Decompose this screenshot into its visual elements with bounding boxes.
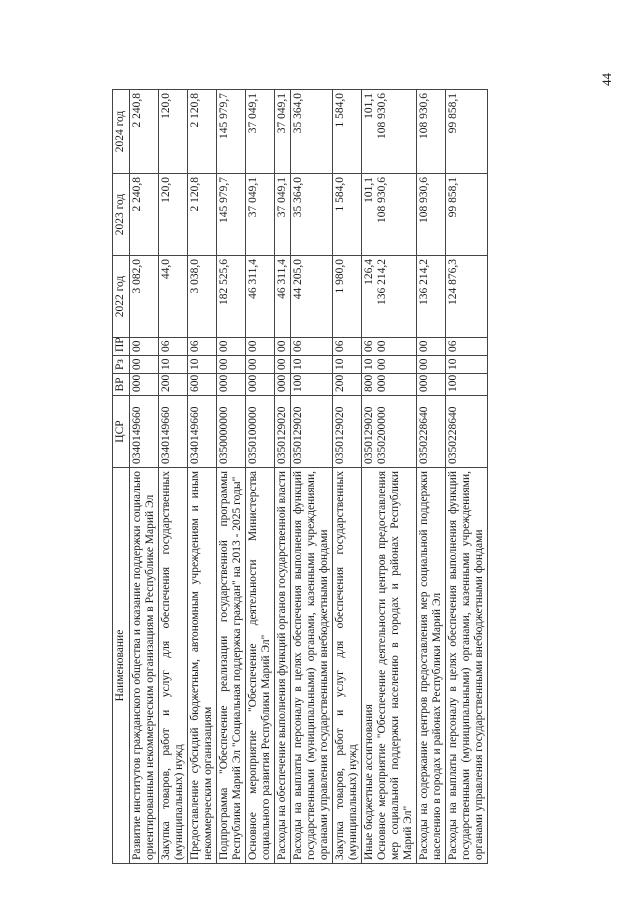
row-pr: 00 — [217, 338, 246, 356]
row-name-pair — [362, 468, 417, 864]
row-rz: 10 — [188, 356, 217, 374]
row-rz: 10 — [333, 356, 362, 374]
header-2024: 2024 год — [113, 90, 130, 174]
row-rz: 10 — [446, 356, 488, 374]
row-2023: 37 049,1 — [246, 174, 275, 256]
row-rz: 10 — [159, 356, 188, 374]
row-pr: 00 — [417, 338, 446, 356]
row-2024-pair — [362, 90, 417, 174]
row-name: Иные бюджетные ассигнования — [363, 704, 375, 860]
row-pr: 06 — [188, 338, 217, 356]
row-csr: 0350129020 — [291, 396, 333, 468]
row-2022: 3 082,0 — [130, 256, 159, 338]
rotated-table-wrapper — [112, 90, 592, 864]
table-header-row — [113, 90, 130, 864]
row-rz-pair — [362, 356, 417, 374]
table-row — [333, 90, 362, 864]
row-vr: 000 — [246, 374, 275, 396]
row-rz: 00 — [130, 356, 159, 374]
row-2024: 35 364,0 — [291, 90, 333, 174]
row-2023: 145 979,7 — [217, 174, 246, 256]
row-2022: 46 311,4 — [275, 256, 291, 338]
row-rz: 00 — [217, 356, 246, 374]
row-2023: 101,1 — [363, 177, 375, 203]
row-csr: 0350228640 — [417, 396, 446, 468]
row-name: Закупка товаров, работ и услуг для обеспечения государственных (муниципальных) нужд — [333, 468, 362, 864]
row-rz: 00 — [417, 356, 446, 374]
row-pr: 06 — [291, 338, 333, 356]
row-2024: 37 049,1 — [275, 90, 291, 174]
row-vr: 600 — [188, 374, 217, 396]
row-csr: 0340149660 — [188, 396, 217, 468]
row-2022: 46 311,4 — [246, 256, 275, 338]
row-pr: 00 — [275, 338, 291, 356]
header-rz: Рз — [113, 356, 130, 374]
table-row — [417, 90, 446, 864]
budget-table — [112, 89, 488, 864]
table-row — [275, 90, 291, 864]
row-name: Расходы на обеспечение выполнения функций органов государственной власти — [275, 468, 291, 864]
row-csr: 0350200000 — [376, 406, 388, 464]
row-csr: 0350000000 — [217, 396, 246, 468]
table-row — [446, 90, 488, 864]
table-row — [159, 90, 188, 864]
row-2024: 145 979,7 — [217, 90, 246, 174]
row-vr: 100 — [291, 374, 333, 396]
row-rz: 10 — [363, 358, 375, 370]
row-csr: 0340149660 — [159, 396, 188, 468]
row-2022: 126,4 — [363, 259, 375, 285]
row-pr: 06 — [446, 338, 488, 356]
row-vr: 200 — [159, 374, 188, 396]
row-2024: 120,0 — [159, 90, 188, 174]
row-name: Расходы на содержание центров предоставления мер социальной поддержки населению в городах и районах Республики Марий Эл — [417, 468, 446, 864]
table-row — [246, 90, 275, 864]
row-2023-pair — [362, 174, 417, 256]
row-2023: 120,0 — [159, 174, 188, 256]
row-csr: 0340149660 — [130, 396, 159, 468]
table-row — [291, 90, 333, 864]
row-2024: 99 858,1 — [446, 90, 488, 174]
row-vr: 000 — [275, 374, 291, 396]
row-csr: 0350228640 — [446, 396, 488, 468]
row-name: Подпрограмма "Обеспечение реализации государственной программы Республики Марий Эл "Социальная поддержка граждан" на 2013 - 2025 годы" — [217, 468, 246, 864]
row-csr: 0350129020 — [333, 396, 362, 468]
row-rz: 00 — [246, 356, 275, 374]
row-pr: 00 — [130, 338, 159, 356]
row-2023: 108 930,6 — [417, 174, 446, 256]
row-2022: 3 038,0 — [188, 256, 217, 338]
row-rz: 00 — [275, 356, 291, 374]
row-2022: 136 214,2 — [417, 256, 446, 338]
row-2024: 101,1 — [363, 93, 375, 119]
row-rz: 00 — [376, 358, 388, 370]
table-row-merged — [362, 90, 417, 864]
row-2024: 37 049,1 — [246, 90, 275, 174]
header-name: Наименование — [113, 468, 130, 864]
row-vr: 800 — [363, 374, 375, 392]
row-pr: 06 — [159, 338, 188, 356]
row-2023: 1 584,0 — [333, 174, 362, 256]
row-vr: 000 — [130, 374, 159, 396]
header-pr: ПР — [113, 338, 130, 356]
row-2024: 1 584,0 — [333, 90, 362, 174]
row-pr: 06 — [333, 338, 362, 356]
row-vr: 000 — [376, 374, 388, 392]
row-csr-pair — [362, 396, 417, 468]
row-2022: 1 980,0 — [333, 256, 362, 338]
row-name: Расходы на выплаты персоналу в целях обеспечения выполнения функций государственными (муниципальными) органами, казенными учреждениями, органами управления государственными внебюджетными фондами — [446, 468, 488, 864]
row-csr: 0350129020 — [363, 406, 375, 464]
row-vr: 000 — [217, 374, 246, 396]
row-pr-pair — [362, 338, 417, 356]
row-vr-pair — [362, 374, 417, 396]
row-name: Развитие институтов гражданского общества и оказание поддержки социально ориентированным некоммерческим организациям в Республике Марий Эл — [130, 468, 159, 864]
row-2022: 44 205,0 — [291, 256, 333, 338]
row-2024: 2 120,8 — [188, 90, 217, 174]
row-vr: 200 — [333, 374, 362, 396]
row-2022: 136 214,2 — [376, 259, 388, 305]
row-name: Предоставление субсидий бюджетным, автономным учреждениям и иным некоммерческим организациям — [188, 468, 217, 864]
row-2023: 35 364,0 — [291, 174, 333, 256]
row-vr: 100 — [446, 374, 488, 396]
row-2023: 37 049,1 — [275, 174, 291, 256]
table-row — [188, 90, 217, 864]
header-vr: ВР — [113, 374, 130, 396]
row-vr: 000 — [417, 374, 446, 396]
row-2022: 182 525,6 — [217, 256, 246, 338]
row-2024: 108 930,6 — [417, 90, 446, 174]
row-name: Основное мероприятие "Обеспечение деятельности центров предоставления мер социальной поддержки населению в городах и районах Республики Марий Эл" — [376, 471, 414, 860]
row-2022: 124 876,3 — [446, 256, 488, 338]
row-pr: 00 — [376, 340, 388, 352]
row-2023: 99 858,1 — [446, 174, 488, 256]
row-pr: 06 — [363, 340, 375, 352]
row-2024: 108 930,6 — [376, 93, 388, 139]
row-rz: 10 — [291, 356, 333, 374]
page-number: 44 — [599, 73, 614, 86]
table-row — [217, 90, 246, 864]
header-csr: ЦСР — [113, 396, 130, 468]
row-2022-pair — [362, 256, 417, 338]
row-2022: 44,0 — [159, 256, 188, 338]
row-2024: 2 240,8 — [130, 90, 159, 174]
row-name: Расходы на выплаты персоналу в целях обеспечения выполнения функций государственными (муниципальными) органами, казенными учреждениями, органами управления государственными внебюджетными фондами — [291, 468, 333, 864]
row-2023: 2 120,8 — [188, 174, 217, 256]
header-2023: 2023 год — [113, 174, 130, 256]
row-name: Закупка товаров, работ и услуг для обеспечения государственных (муниципальных) нужд — [159, 468, 188, 864]
table-row — [130, 90, 159, 864]
row-csr: 0350129020 — [275, 396, 291, 468]
row-2023: 108 930,6 — [376, 177, 388, 223]
header-2022: 2022 год — [113, 256, 130, 338]
row-pr: 00 — [246, 338, 275, 356]
row-name: Основное мероприятие "Обеспечение деятельности Министерства социального развития Республики Марий Эл" — [246, 468, 275, 864]
row-2023: 2 240,8 — [130, 174, 159, 256]
row-csr: 0350100000 — [246, 396, 275, 468]
